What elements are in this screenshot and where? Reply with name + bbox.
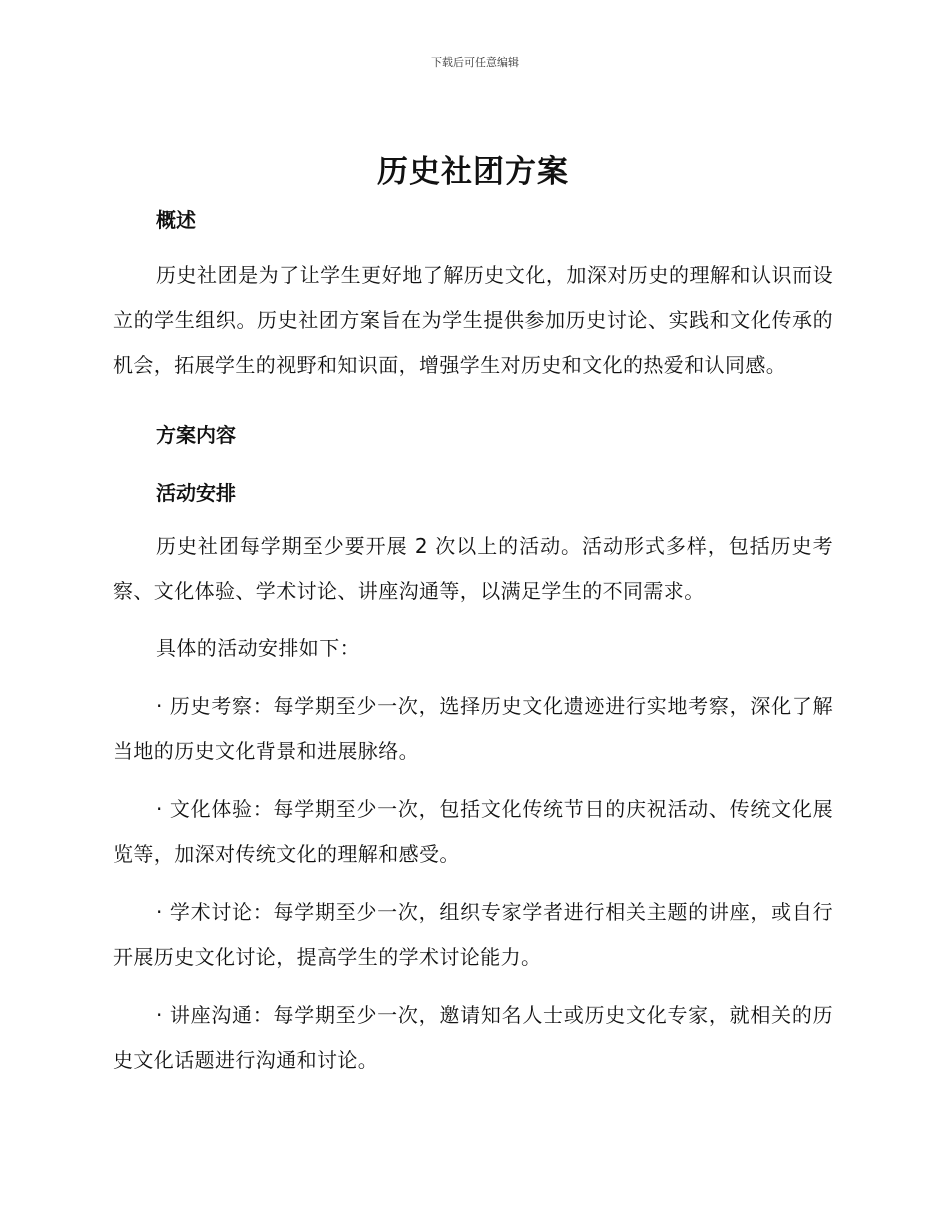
activity-item-history-survey: · 历史考察：每学期至少一次，选择历史文化遗迹进行实地考察，深化了解当地的历史文化背景和进展脉络。 — [113, 694, 833, 763]
activity-item-lecture-communication: · 讲座沟通：每学期至少一次，邀请知名人士或历史文化专家，就相关的历史文化话题进行沟通和讨论。 — [113, 1003, 833, 1072]
page-header: 下载后可任意编辑 — [431, 56, 519, 69]
activity-item-culture-experience: · 文化体验：每学期至少一次，包括文化传统节日的庆祝活动、传统文化展览等，加深对传统文化的理解和感受。 — [113, 797, 833, 866]
activities-paragraph: 历史社团每学期至少要开展 2 次以上的活动。活动形式多样，包括历史考察、文化体验、学术讨论、讲座沟通等，以满足学生的不同需求。 — [113, 534, 833, 603]
activity-item-academic-discussion: · 学术讨论：每学期至少一次，组织专家学者进行相关主题的讲座，或自行开展历史文化讨论，提高学生的学术讨论能力。 — [113, 900, 833, 969]
activities-heading: 活动安排 — [156, 481, 236, 505]
document-body — [113, 148, 833, 1083]
activities-intro: 具体的活动安排如下： — [156, 636, 360, 660]
overview-heading: 概述 — [156, 208, 196, 232]
plan-content-heading: 方案内容 — [156, 423, 236, 447]
overview-paragraph: 历史社团是为了让学生更好地了解历史文化，加深对历史的理解和认识而设立的学生组织。历史社团方案旨在为学生提供参加历史讨论、实践和文化传承的机会，拓展学生的视野和知识面，增强学生对历史和文化的热爱和认同感。 — [113, 263, 833, 377]
document-title: 历史社团方案 — [377, 154, 569, 190]
